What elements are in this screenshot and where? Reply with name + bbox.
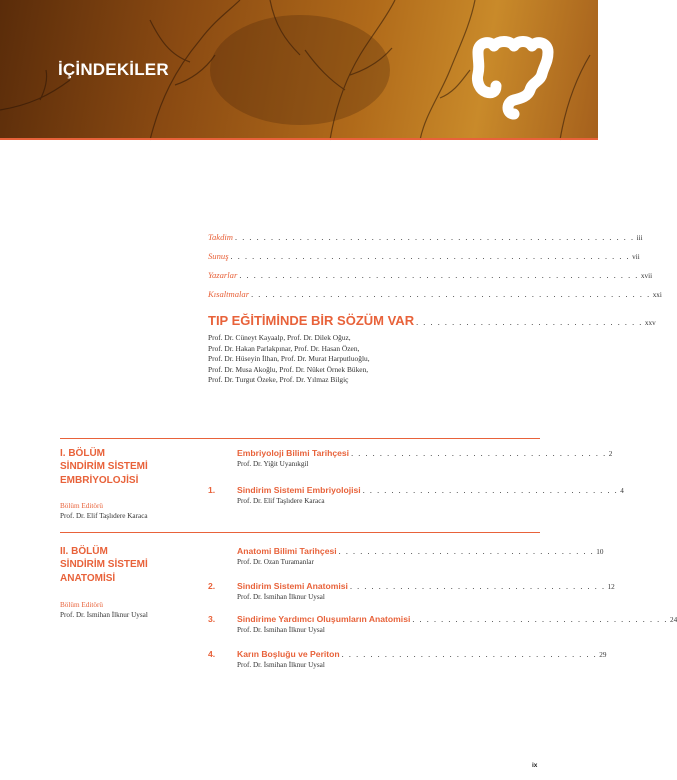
chapter-number: 4. bbox=[208, 649, 216, 659]
header-banner bbox=[0, 0, 598, 140]
feature-entry[interactable] bbox=[208, 313, 656, 328]
chapter-entry[interactable] bbox=[208, 648, 607, 670]
chapter-author: Prof. Dr. Elif Taşlıdere Karaca bbox=[237, 497, 325, 505]
toc-entry-label: Sunuş bbox=[208, 251, 229, 261]
toc-entry[interactable] bbox=[208, 247, 640, 266]
toc-entry-label: Takdim bbox=[208, 232, 233, 242]
dot-leader: . . . . . . . . . . . . . . . . . . . . . . . . . . . . . . . . . . . . bbox=[412, 615, 668, 624]
chapter-number: 2. bbox=[208, 581, 216, 591]
author-line: Prof. Dr. Turgut Özeke, Prof. Dr. Yılmaz Bilgiç bbox=[208, 375, 349, 385]
dot-leader: . . . . . . . . . . . . . . . . . . . . . . . . . . . . . . . . . . . . . . . . . . . . . . . . . . . . . . . . bbox=[230, 252, 631, 261]
chapter-number: 3. bbox=[208, 614, 216, 624]
chapter-page: 29 bbox=[599, 651, 607, 659]
toc-entry-page: vii bbox=[632, 253, 640, 261]
part-editor-label: Bölüm Editörü bbox=[60, 502, 103, 510]
toc-entry-label: Kısaltmalar bbox=[208, 289, 250, 299]
dot-leader: . . . . . . . . . . . . . . . . . . . . . . . . . . . . . . . . . . . . . . . . . . . . . . . . . . . . . . . . bbox=[235, 233, 635, 242]
chapter-author: Prof. Dr. İsmihan İlknur Uysal bbox=[237, 661, 325, 669]
chapter-title: Sindirim Sistemi Embriyolojisi bbox=[237, 485, 361, 495]
dot-leader: . . . . . . . . . . . . . . . . . . . . . . . . . . . . . . . . . . . . . . . . . . . . . . . . . . . . . . . . bbox=[239, 271, 639, 280]
part-title-line: II. BÖLÜM bbox=[60, 546, 108, 557]
dot-leader: . . . . . . . . . . . . . . . . . . . . . . . . . . . . . . . . bbox=[416, 318, 643, 327]
chapter-number: 1. bbox=[208, 485, 216, 495]
dot-leader: . . . . . . . . . . . . . . . . . . . . . . . . . . . . . . . . . . . . . . . . . . . . . . . . . . . . . . . . bbox=[251, 290, 651, 299]
dot-leader: . . . . . . . . . . . . . . . . . . . . . . . . . . . . . . . . . . . . bbox=[351, 449, 607, 458]
toc-entry-page: xvii bbox=[640, 272, 653, 280]
chapter-page: 24 bbox=[669, 616, 677, 624]
chapter-title: Embriyoloji Bilimi Tarihçesi bbox=[237, 448, 350, 458]
chapter-author: Prof. Dr. İsmihan İlknur Uysal bbox=[237, 626, 325, 634]
part-title-line: ANATOMİSİ bbox=[60, 572, 116, 584]
chapter-title: Anatomi Bilimi Tarihçesi bbox=[237, 546, 337, 556]
chapter-entry[interactable] bbox=[208, 545, 604, 567]
part-editor-name: Prof. Dr. Elif Taşlıdere Karaca bbox=[60, 512, 148, 520]
toc-entry[interactable] bbox=[208, 266, 653, 285]
toc-entry-label: Yazarlar bbox=[208, 270, 238, 280]
page-title: İÇİNDEKİLER bbox=[58, 60, 169, 79]
intestine-icon bbox=[466, 36, 556, 118]
toc-entry-page: iii bbox=[636, 234, 643, 242]
chapter-page: 4 bbox=[620, 487, 624, 495]
chapter-author: Prof. Dr. İsmihan İlknur Uysal bbox=[237, 593, 325, 601]
front-matter-list bbox=[208, 228, 662, 304]
dot-leader: . . . . . . . . . . . . . . . . . . . . . . . . . . . . . . . . . . . . bbox=[341, 650, 598, 659]
chapter-page: 2 bbox=[608, 450, 613, 458]
toc-entry-page: xxi bbox=[652, 291, 662, 299]
part-title bbox=[60, 545, 148, 585]
author-line: Prof. Dr. Hakan Parlakpınar, Prof. Dr. Hasan Özen, bbox=[208, 343, 360, 353]
part-title bbox=[60, 447, 148, 487]
chapter-entry[interactable] bbox=[208, 580, 615, 602]
part-title-line: SİNDİRİM SİSTEMİ bbox=[60, 559, 148, 571]
dot-leader: . . . . . . . . . . . . . . . . . . . . . . . . . . . . . . . . . . . . bbox=[362, 486, 619, 495]
banner-rule bbox=[0, 138, 598, 140]
section-divider bbox=[60, 438, 540, 439]
feature-page: xxv bbox=[644, 319, 656, 327]
part-editor-name: Prof. Dr. İsmihan İlknur Uysal bbox=[60, 611, 148, 619]
author-line: Prof. Dr. Hüseyin İlhan, Prof. Dr. Murat Harputluoğlu, bbox=[208, 354, 370, 364]
page-number: ix bbox=[532, 762, 538, 769]
toc-entry[interactable] bbox=[208, 228, 643, 247]
chapter-author: Prof. Dr. Ozan Turamanlar bbox=[237, 558, 314, 566]
chapter-entry[interactable] bbox=[208, 447, 613, 469]
part-title-line: I. BÖLÜM bbox=[60, 448, 105, 459]
author-line: Prof. Dr. Musa Akoğlu, Prof. Dr. Nüket Örnek Büken, bbox=[208, 364, 369, 374]
chapter-title: Sindirim Sistemi Anatomisi bbox=[237, 581, 348, 591]
dot-leader: . . . . . . . . . . . . . . . . . . . . . . . . . . . . . . . . . . . . bbox=[349, 582, 606, 591]
feature-authors bbox=[208, 333, 538, 386]
chapter-entry[interactable] bbox=[208, 484, 624, 506]
chapter-title: Sindirime Yardımcı Oluşumların Anatomisi bbox=[237, 614, 411, 624]
part-editor-label: Bölüm Editörü bbox=[60, 601, 103, 609]
chapter-title: Karın Boşluğu ve Periton bbox=[237, 649, 340, 659]
part-title-line: SİNDİRİM SİSTEMİ bbox=[60, 461, 148, 473]
dot-leader: . . . . . . . . . . . . . . . . . . . . . . . . . . . . . . . . . . . . bbox=[338, 547, 595, 556]
chapter-author: Prof. Dr. Yiğit Uyanıkgil bbox=[237, 460, 309, 468]
part-title-line: EMBRİYOLOJİSİ bbox=[60, 474, 139, 486]
section-divider bbox=[60, 532, 540, 533]
author-line: Prof. Dr. Cüneyt Kayaalp, Prof. Dr. Dilek Oğuz, bbox=[208, 333, 351, 342]
toc-entry[interactable] bbox=[208, 285, 662, 304]
chapter-page: 10 bbox=[596, 548, 604, 556]
chapter-page: 12 bbox=[607, 583, 615, 591]
feature-title: TIP EĞİTİMİNDE BİR SÖZÜM VAR bbox=[208, 313, 415, 328]
chapter-entry[interactable] bbox=[208, 613, 677, 635]
